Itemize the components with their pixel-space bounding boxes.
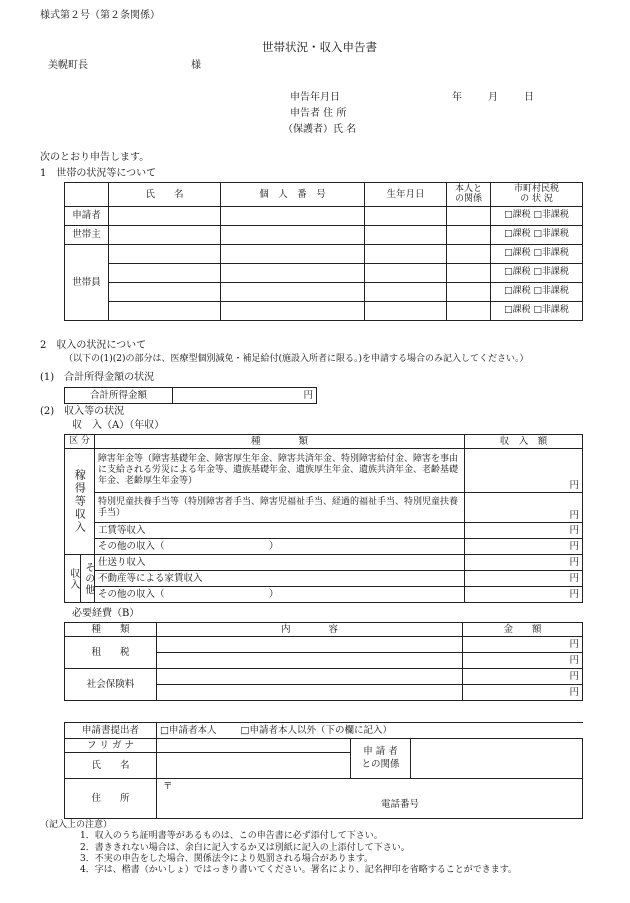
amount-yen[interactable]: 円 xyxy=(463,669,583,685)
relation-field[interactable] xyxy=(411,739,583,779)
amount-yen[interactable]: 円 xyxy=(465,523,583,539)
member-name-cell[interactable] xyxy=(109,264,221,283)
member-relation-cell[interactable] xyxy=(447,302,491,321)
member-mynumber-cell[interactable] xyxy=(221,302,365,321)
col-mynumber: 個 人 番 号 xyxy=(221,183,365,207)
name-field[interactable] xyxy=(157,753,351,779)
col-amount: 収 入 額 xyxy=(465,435,583,449)
section2-note: （以下の(1)(2)の部分は、医療型個別減免・補足給付(施設入所者に限る。)を申請する場合のみ記入してください。） xyxy=(64,354,529,364)
amount-yen[interactable]: 円 xyxy=(463,637,583,653)
member-birth-cell[interactable] xyxy=(365,245,447,264)
col-tax-status: 市町村民税 の 状 況 xyxy=(491,183,583,207)
item-remittance: 仕送り収入 xyxy=(95,555,465,571)
note-item: 4．字は、楷書（かいしょ）ではっきり書いてください。署名により、記名押印を省略することができます。 xyxy=(80,865,518,875)
col-name: 氏 名 xyxy=(109,183,221,207)
member-tax-option[interactable]: □課税 □非課税 xyxy=(491,283,583,302)
submitter-options xyxy=(157,723,583,739)
exp-col-type: 種 類 xyxy=(65,623,157,637)
furigana-label: フ リ ガ ナ xyxy=(65,739,157,753)
form-title: 世帯状況・収入申告書 xyxy=(262,40,377,54)
total-income-value[interactable]: 円 xyxy=(173,388,317,404)
sub1-heading: (1) 合計所得金額の状況 xyxy=(40,372,155,383)
item-other-income-2: その他の収入（ ） xyxy=(95,587,465,603)
item-other-income-1: その他の収入（ ） xyxy=(95,539,465,555)
row-applicant: 申請者 xyxy=(65,207,109,226)
form-number: 様式第２号（第２条関係） xyxy=(40,10,160,21)
col-category: 区 分 xyxy=(65,435,95,449)
applicant-relation-cell[interactable] xyxy=(447,207,491,226)
intro-text: 次のとおり申告します。 xyxy=(40,152,150,163)
submitter-option-self[interactable]: □申請者本人 xyxy=(160,724,217,736)
col-type: 種 類 xyxy=(95,435,465,449)
applicant-mynumber-cell[interactable] xyxy=(221,207,365,226)
household-table xyxy=(64,182,583,321)
member-tax-option[interactable]: □課税 □非課税 xyxy=(491,302,583,321)
income-a-heading: 収 入（A）（年収） xyxy=(72,420,165,431)
postal-mark: 〒 xyxy=(163,781,173,792)
note-item: 1．収入のうち証明書等があるものは、この申告書に必ず添付して下さい。 xyxy=(80,831,383,842)
head-birth-cell[interactable] xyxy=(365,226,447,245)
addressee: 美幌町長 xyxy=(48,60,88,71)
member-birth-cell[interactable] xyxy=(365,283,447,302)
addressee-sama: 様 xyxy=(191,60,201,71)
exp-insurance-label: 社会保険料 xyxy=(65,669,157,701)
amount-yen[interactable]: 円 xyxy=(465,449,583,493)
expenses-table xyxy=(64,622,583,701)
address-label: 住 所 xyxy=(65,779,157,819)
member-mynumber-cell[interactable] xyxy=(221,283,365,302)
member-relation-cell[interactable] xyxy=(447,264,491,283)
head-mynumber-cell[interactable] xyxy=(221,226,365,245)
submitter-label: 申請書提出者 xyxy=(65,723,157,739)
member-tax-option[interactable]: □課税 □非課税 xyxy=(491,264,583,283)
amount-yen[interactable]: 円 xyxy=(465,587,583,603)
notes-heading: （記入上の注意） xyxy=(40,820,113,830)
amount-yen[interactable]: 円 xyxy=(465,571,583,587)
item-rent: 不動産等による家賃収入 xyxy=(95,571,465,587)
applicant-name-cell[interactable] xyxy=(109,207,221,226)
member-name-cell[interactable] xyxy=(109,302,221,321)
member-mynumber-cell[interactable] xyxy=(221,245,365,264)
date-year: 年 xyxy=(452,92,462,103)
member-tax-option[interactable]: □課税 □非課税 xyxy=(491,245,583,264)
submitter-option-other[interactable]: □申請者本人以外（下の欄に記入） xyxy=(240,724,393,736)
note-item: 3．不実の申告をした場合、関係法令により処罰される場合があります。 xyxy=(80,853,374,864)
section2-heading: 2 収入の状況について xyxy=(40,340,147,351)
section1-heading: 1 世帯の状況等について xyxy=(40,168,157,179)
exp-tax-label: 租 税 xyxy=(65,637,157,669)
earned-income-label: 稼得等収入 xyxy=(65,449,95,555)
head-relation-cell[interactable] xyxy=(447,226,491,245)
amount-yen[interactable]: 円 xyxy=(463,653,583,669)
expenses-b-heading: 必要経費（B） xyxy=(72,608,140,619)
address-field[interactable] xyxy=(157,779,583,819)
item-allowance: 特別児童扶養手当等（特別障害者手当、障害児福祉手当、経過的福祉手当、特別児童扶養手当） xyxy=(95,493,465,523)
member-name-cell[interactable] xyxy=(109,245,221,264)
total-income-label: 合計所得金額 xyxy=(65,388,173,404)
other-side-label: 収入 xyxy=(65,555,81,603)
total-income-table xyxy=(64,387,317,404)
exp-content-cell[interactable] xyxy=(157,653,463,669)
date-day: 日 xyxy=(524,92,534,103)
declarant-address: 申告者 住 所 xyxy=(290,108,347,119)
note-item: 2．書ききれない場合は、余白に記入するか又は別紙に記入の上添付して下さい。 xyxy=(80,842,410,853)
exp-content-cell[interactable] xyxy=(157,669,463,685)
relation-label: 申 請 者 との関係 xyxy=(351,739,411,779)
sub2-heading: (2) 収入等の状況 xyxy=(40,406,125,417)
head-name-cell[interactable] xyxy=(109,226,221,245)
notes xyxy=(40,820,517,876)
submitter-table xyxy=(64,722,583,819)
applicant-birth-cell[interactable] xyxy=(365,207,447,226)
exp-col-amount: 金 額 xyxy=(463,623,583,637)
date-label: 申告年月日 xyxy=(290,92,340,103)
exp-col-content: 内 容 xyxy=(157,623,463,637)
member-relation-cell[interactable] xyxy=(447,283,491,302)
member-birth-cell[interactable] xyxy=(365,264,447,283)
col-birthdate: 生年月日 xyxy=(365,183,447,207)
exp-content-cell[interactable] xyxy=(157,637,463,653)
row-head: 世帯主 xyxy=(65,226,109,245)
applicant-tax-option[interactable]: □課税 □非課税 xyxy=(491,207,583,226)
item-pension: 障害年金等（障害基礎年金、障害厚生年金、障害共済年金、特別障害給付金、障害を事由に支給される労災による年金等、遺族基礎年金、遺族厚生年金、遺族共済年金、老齢基礎年金、老齢厚生年金等） xyxy=(95,449,465,493)
member-birth-cell[interactable] xyxy=(365,302,447,321)
name-label: 氏 名 xyxy=(65,753,157,779)
guardian-name: （保護者）氏 名 xyxy=(283,124,357,135)
head-tax-option[interactable]: □課税 □非課税 xyxy=(491,226,583,245)
date-month: 月 xyxy=(488,92,498,103)
member-name-cell[interactable] xyxy=(109,283,221,302)
item-wages: 工賃等収入 xyxy=(95,523,465,539)
member-mynumber-cell[interactable] xyxy=(221,264,365,283)
income-table xyxy=(64,434,583,603)
col-relation: 本人と の関係 xyxy=(447,183,491,207)
amount-yen[interactable]: 円 xyxy=(465,555,583,571)
furigana-field[interactable] xyxy=(157,739,351,753)
amount-yen[interactable]: 円 xyxy=(463,685,583,701)
exp-content-cell[interactable] xyxy=(157,685,463,701)
amount-yen[interactable]: 円 xyxy=(465,493,583,523)
amount-yen[interactable]: 円 xyxy=(465,539,583,555)
other-label: その他 xyxy=(81,555,95,603)
member-relation-cell[interactable] xyxy=(447,245,491,264)
phone-label: 電話番号 xyxy=(381,799,420,810)
row-member: 世帯員 xyxy=(65,245,109,321)
